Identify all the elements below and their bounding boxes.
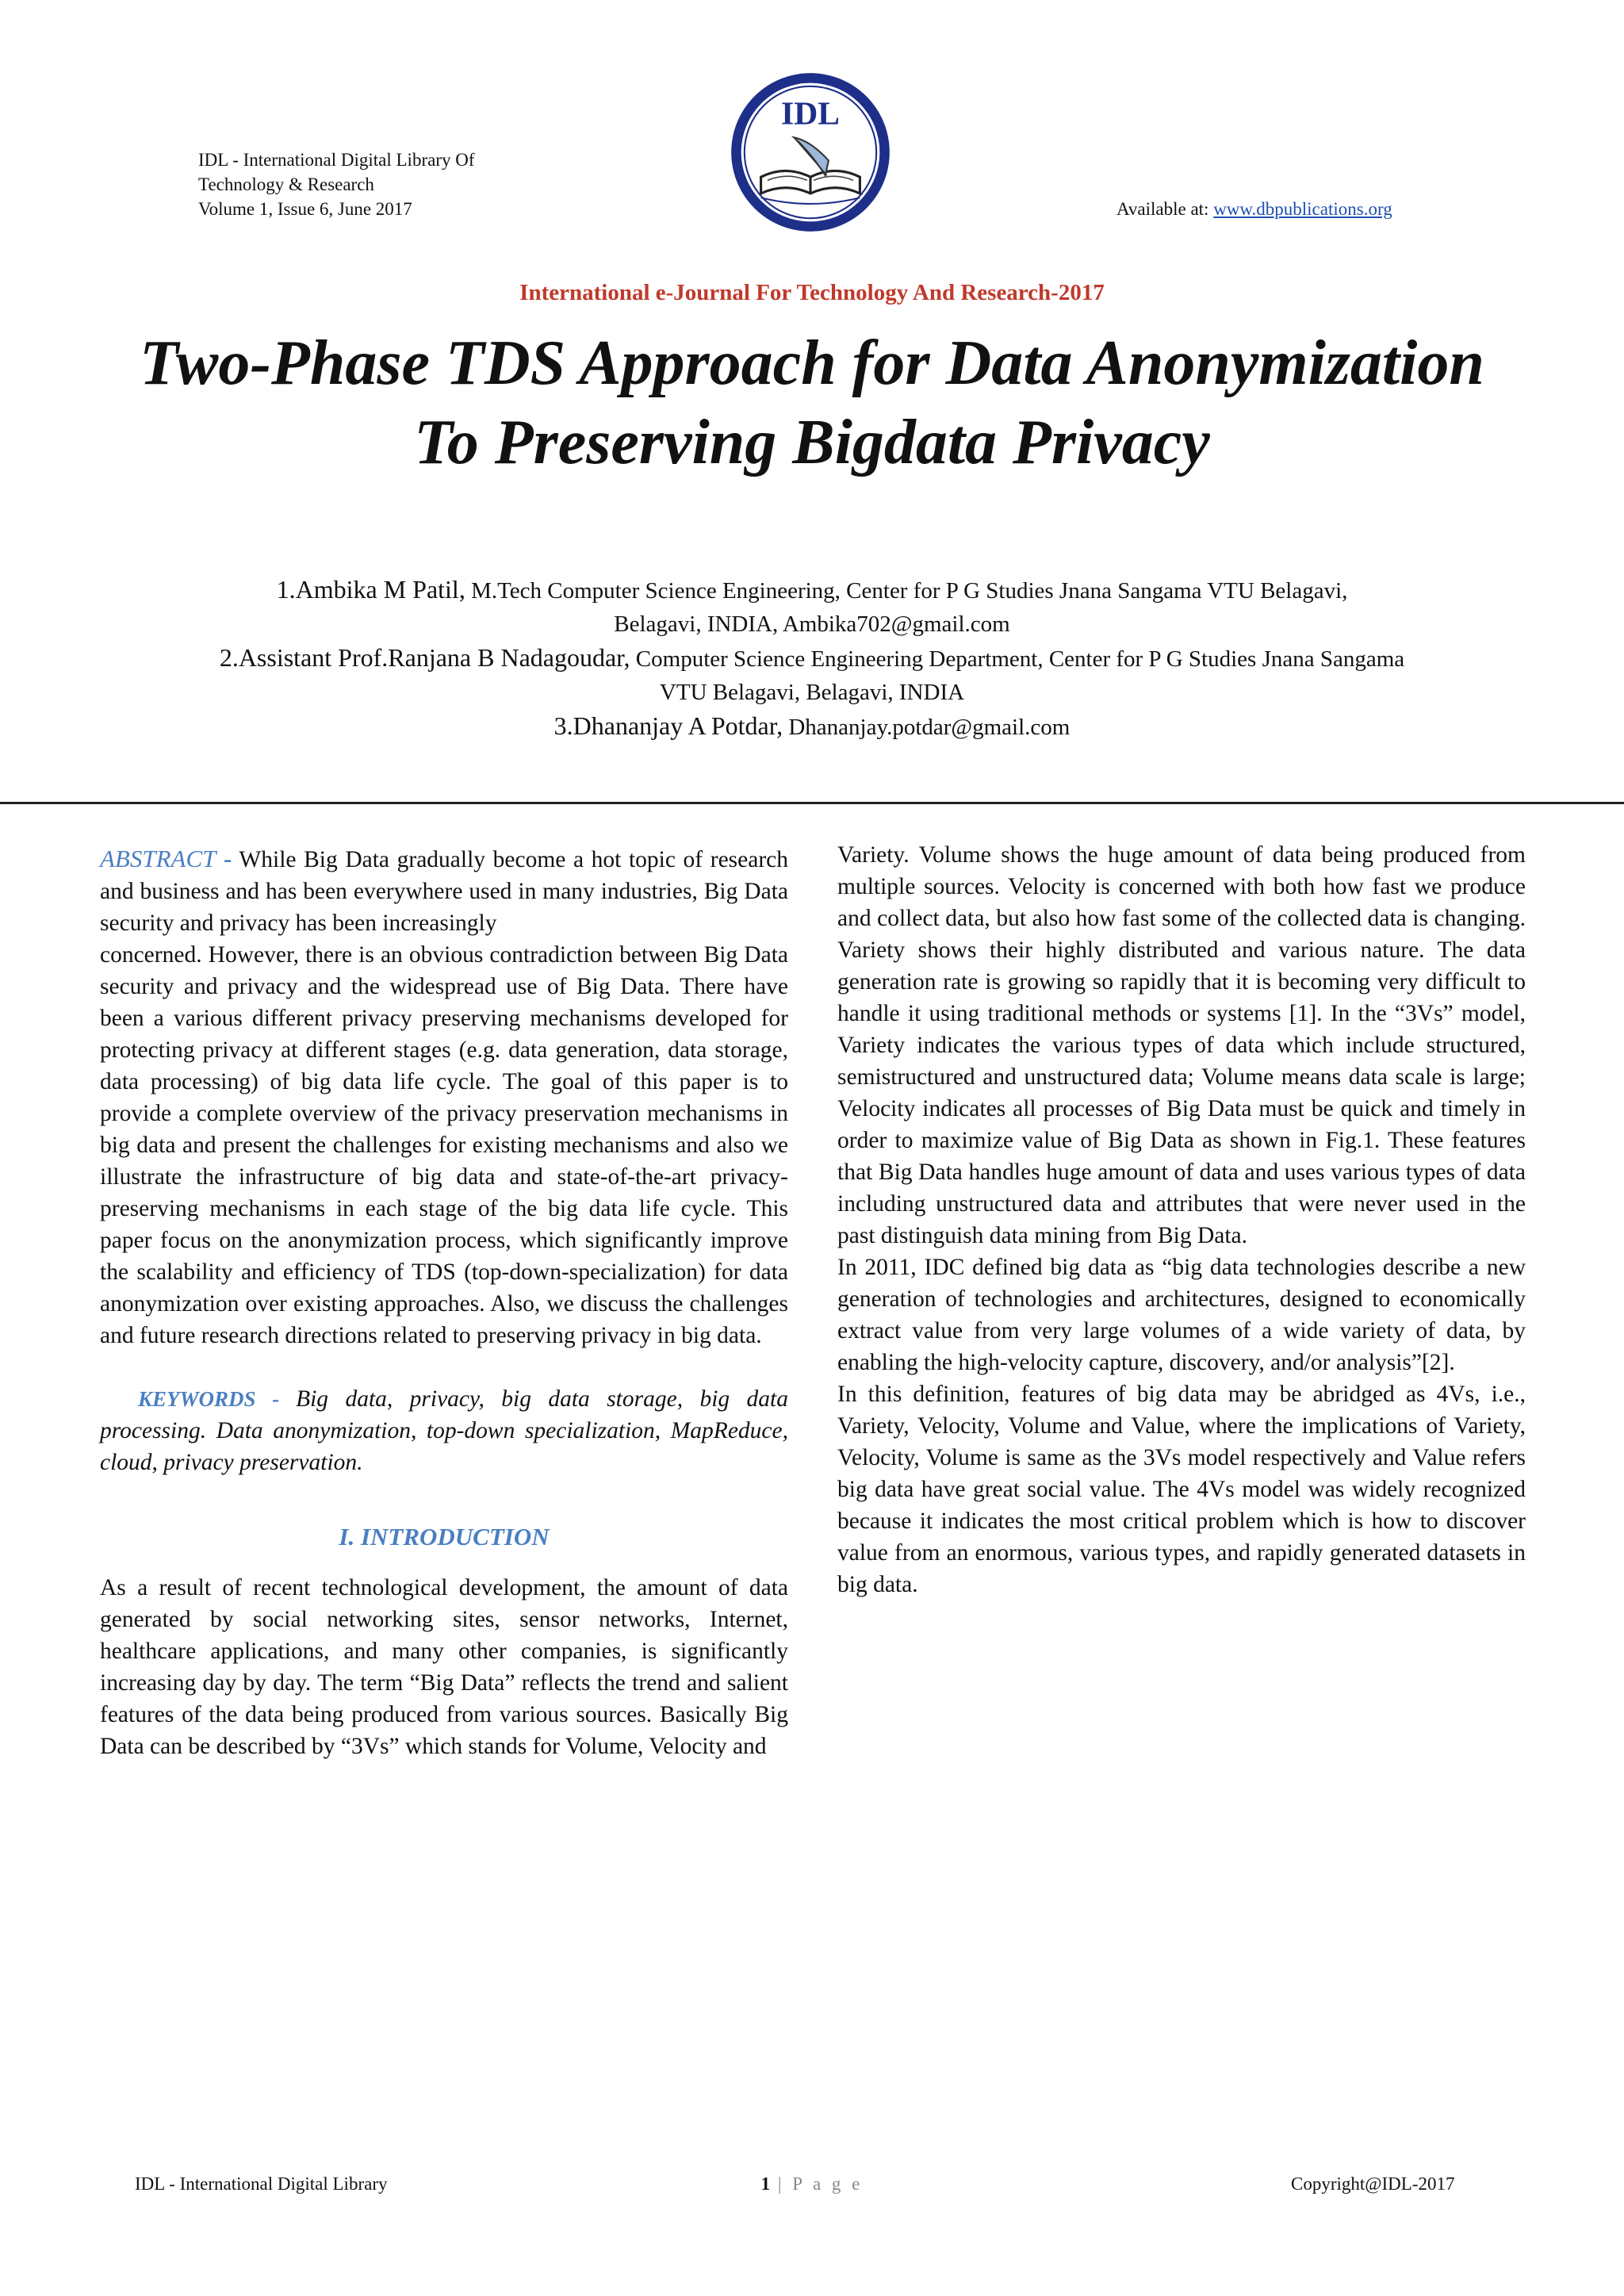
page-word: P a g e	[792, 2174, 864, 2194]
journal-name: International e-Journal For Technology And Research-2017	[519, 280, 1105, 305]
author-3-email: Dhananjay.potdar@gmail.com	[788, 715, 1071, 740]
author-3	[79, 709, 1545, 744]
author-2-affiliation: Computer Science Engineering Department, Center for P G Studies Jnana Sangama	[635, 646, 1405, 672]
header-publisher	[198, 148, 475, 221]
footer-copyright: Copyright@IDL-2017	[1291, 2174, 1455, 2194]
publisher-line-2: Technology & Research	[198, 174, 374, 194]
abstract-lead: While Big Data gradually become a hot topic of research and business and has been everywhere used in many industries, Big Data security and privacy has been increasingly	[100, 847, 788, 936]
publisher-volume: Volume 1, Issue 6, June 2017	[198, 199, 412, 219]
author-1-affiliation-cont: Belagavi, INDIA, Ambika702@gmail.com	[614, 611, 1010, 637]
left-column	[100, 843, 788, 1762]
publisher-website-link[interactable]: www.dbpublications.org	[1213, 199, 1392, 219]
author-1-name: 1.Ambika M Patil,	[276, 575, 465, 604]
right-column	[837, 839, 1526, 1600]
intro-paragraph-1: As a result of recent technological development, the amount of data generated by social networking sites, sensor networks, Internet, healthcare applications, and many other companies, is significantly increasing day by day. The term “Big Data” reflects the trend and salient features of the data being produced from various sources. Basically Big Data can be described by “3Vs” which stands for Volume, Velocity and	[100, 1575, 788, 1759]
section-heading-introduction: I. INTRODUCTION	[339, 1523, 550, 1550]
keywords-text: Big data, privacy, big data storage, big data processing. Data anonymization, top-down specialization, MapReduce, cloud, privacy preservation.	[100, 1386, 788, 1475]
keywords-label: KEYWORDS -	[138, 1387, 297, 1411]
spacer	[100, 1351, 788, 1383]
author-2	[79, 641, 1545, 676]
page-number: 1	[760, 2174, 771, 2194]
author-1	[79, 573, 1545, 608]
title-line-1: Two-Phase TDS Approach for Data Anonymization	[140, 328, 1484, 398]
abstract-paragraph	[100, 843, 788, 939]
publisher-line-1: IDL - International Digital Library Of	[198, 150, 475, 170]
author-3-name: 3.Dhananjay A Potdar,	[553, 711, 783, 740]
title-line-2: To Preserving Bigdata Privacy	[414, 408, 1210, 477]
intro-paragraph-4: In this definition, features of big data may be abridged as 4Vs, i.e., Variety, Velocity, Volume and Value, where the implications of Variety, Velocity, Volume is same as the 3Vs model respectively and Value refers big data have great social value. The 4Vs model was widely recognized because it indicates the most critical problem which is how to discover value from an enormous, various types, and rapidly generated datasets in big data.	[837, 1382, 1526, 1597]
abstract-body: concerned. However, there is an obvious contradiction between Big Data security and privacy and the widespread use of Big Data. There have been a various different privacy preserving mechanisms developed for protecting privacy at different stages (e.g. data generation, data storage, data processing) of big data life cycle. The goal of this paper is to provide a complete overview of the privacy preservation mechanisms in big data and present the challenges for existing mechanisms and also we illustrate the infrastructure of big data and state-of-the-art privacy-preserving mechanisms in each stage of the big data life cycle. This paper focus on the anonymization process, which significantly improve the scalability and efficiency of TDS (top-down-specialization) for data anonymization over existing approaches. Also, we discuss the challenges and future research directions related to preserving privacy in big data.	[100, 942, 788, 1348]
availability	[1116, 197, 1392, 221]
abstract-label: ABSTRACT	[100, 845, 216, 872]
intro-paragraph-2: Variety. Volume shows the huge amount of data being produced from multiple sources. Velocity is concerned with both how fast we produce and collect data, but also how fast some of the collected data is changing. Variety shows their highly distributed and various nature. The data generation rate is growing so rapidly that it is becoming very difficult to handle it using traditional methods or systems [1]. In the “3Vs” model, Variety indicates the various types of data which include structured, semistructured and unstructured data; Volume means data scale is large; Velocity indicates all processes of Big Data must be quick and timely in order to maximize value of Big Data as shown in Fig.1. These features that Big Data handles huge amount of data and uses various types of data including unstructured data and attributes that were never used in the past distinguish data mining from Big Data.	[837, 842, 1526, 1248]
intro-paragraph-3: In 2011, IDC defined big data as “big data technologies describe a new generation of technologies and architectures, designed to economically extract value from very large volumes of a wide variety of data, by enabling the high-velocity capture, discovery, and/or analysis”[2].	[837, 1255, 1526, 1375]
idl-logo	[728, 70, 893, 235]
header-divider	[0, 802, 1624, 804]
page-separator: |	[770, 2174, 793, 2194]
author-2-name: 2.Assistant Prof.Ranjana B Nadagoudar,	[219, 643, 630, 672]
logo-text: IDL	[781, 94, 840, 132]
keywords-paragraph	[100, 1383, 788, 1478]
paper-title	[63, 324, 1561, 482]
available-label: Available at:	[1116, 199, 1209, 219]
author-1-affiliation: M.Tech Computer Science Engineering, Center for P G Studies Jnana Sangama VTU Belagavi,	[471, 578, 1348, 604]
footer-library: IDL - International Digital Library	[135, 2174, 388, 2194]
author-block	[79, 573, 1545, 744]
abstract-dash: -	[224, 845, 232, 872]
author-2-affiliation-cont: VTU Belagavi, Belagavi, INDIA	[659, 680, 965, 705]
